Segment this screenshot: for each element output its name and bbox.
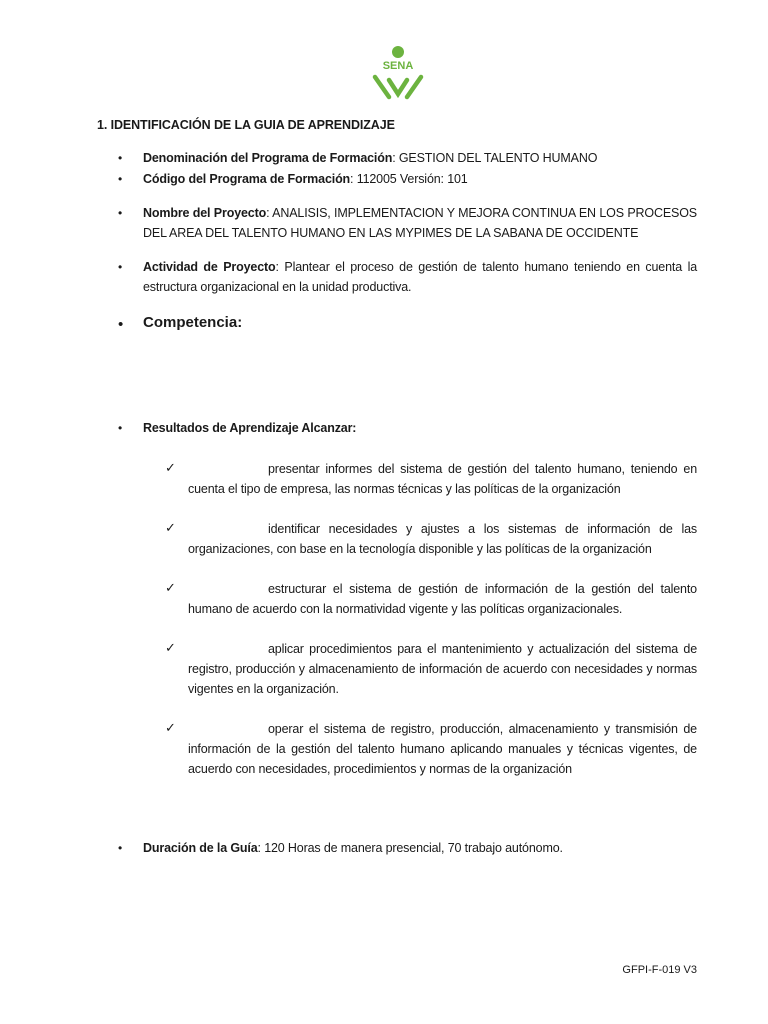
resultados-heading: Resultados de Aprendizaje Alcanzar:: [143, 421, 357, 435]
checkmark-icon: ✓: [165, 580, 176, 595]
item-label: Duración de la Guía: [143, 841, 258, 855]
bullet-icon: •: [118, 421, 123, 435]
bullet-icon: •: [118, 260, 123, 274]
item-actividad-proyecto: [143, 258, 697, 297]
resultado-item: identificar necesidades y ajustes a los sistemas de información de las organizaciones, con base en la tecnología disponible y las políticas de la organización: [188, 522, 697, 556]
item-label: Nombre del Proyecto: [143, 206, 267, 220]
bullet-icon: •: [118, 206, 123, 220]
bullet-icon: •: [118, 151, 123, 165]
checkmark-icon: ✓: [165, 520, 176, 535]
item-label: Actividad de Proyecto: [143, 260, 276, 274]
item-value: : GESTION DEL TALENTO HUMANO: [392, 151, 598, 165]
item-value: : Plantear el proceso de gestión de talento humano teniendo en cuenta la estructura organizacional en la unidad productiva.: [143, 260, 697, 294]
resultado-item: presentar informes del sistema de gestión del talento humano, teniendo en cuenta el tipo de empresa, las normas técnicas y las políticas de la organización: [188, 462, 697, 496]
section-title: 1. IDENTIFICACIÓN DE LA GUIA DE APRENDIZAJE: [97, 118, 395, 132]
form-code: GFPI-F-019 V3: [622, 964, 697, 976]
logo-text: SENA: [382, 60, 414, 72]
checkmark-icon: ✓: [165, 460, 176, 475]
resultado-item: aplicar procedimientos para el mantenimiento y actualización del sistema de registro, producción y almacenamiento de información de acuerdo con necesidades y normas vigentes en la organización.: [188, 642, 697, 696]
item-programa-codigo: [143, 170, 697, 190]
item-duracion: [143, 839, 697, 859]
resultado-item: estructurar el sistema de gestión de información de la gestión del talento humano de acuerdo con la normatividad vigente y las políticas organizacionales.: [188, 582, 697, 616]
sena-logo: [369, 44, 427, 102]
checkmark-icon: ✓: [165, 640, 176, 655]
bullet-icon: •: [118, 172, 123, 186]
item-nombre-proyecto: [143, 204, 697, 243]
bullet-icon: •: [118, 841, 123, 855]
item-label: Denominación del Programa de Formación: [143, 151, 393, 165]
competencia-heading: Competencia:: [143, 314, 243, 331]
item-value: : 112005 Versión: 101: [350, 172, 468, 186]
resultado-item: operar el sistema de registro, producción, almacenamiento y transmisión de información de la gestión del talento humano aplicando manuales y técnicas vigentes, de acuerdo con necesidades, procedimientos y normas de la organización: [188, 722, 697, 776]
bullet-icon: •: [118, 316, 124, 333]
item-value: : 120 Horas de manera presencial, 70 trabajo autónomo.: [257, 841, 563, 855]
item-value: : ANALISIS, IMPLEMENTACION Y MEJORA CONTINUA EN LOS PROCESOS DEL AREA DEL TALENTO HUMANO EN LAS MYPIMES DE LA SABANA DE OCCIDENTE: [143, 206, 697, 240]
checkmark-icon: ✓: [165, 720, 176, 735]
item-programa-denominacion: [143, 149, 697, 169]
item-label: Código del Programa de Formación: [143, 172, 351, 186]
